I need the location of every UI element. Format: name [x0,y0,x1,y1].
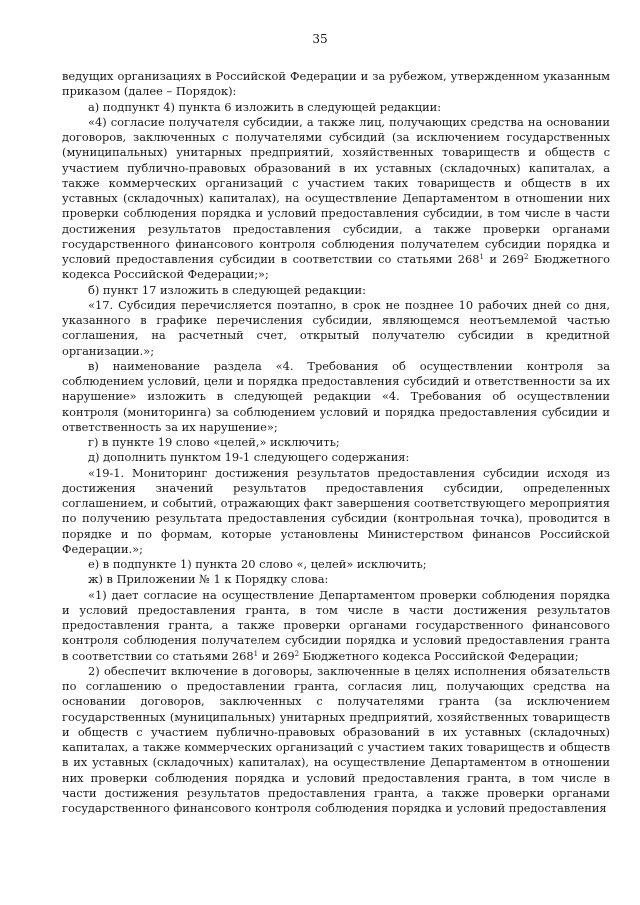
superscript: 1 [479,253,484,261]
paragraph-text: б) пункт 17 изложить в следующей редакции: [88,282,366,297]
body-paragraph [62,69,610,100]
paragraph-text: г) в пункте 19 слово «целей,» исключить; [88,435,340,449]
paragraph-text: «1) дает согласие на осуществление Департаментом проверки соблюдения порядка и условий предоставления гранта, в том числе в части достижения результатов предоставления гранта, а также проверки органами государственного финансового контроля соблюдения получателем субсидии порядка и условий предоставления гранта в соответствии со статьями 268 [62,587,610,663]
page-number: 35 [312,32,328,46]
paragraph-text: Бюджетного кодекса Российской Федерации;»; [62,252,611,282]
paragraph-text: «19-1. Мониторинг достижения результатов предоставления субсидии исходя из достижения значений результатов предоставления субсидии, определенных соглашением, и событий, отражающих факт завершения соответствующего мероприятия по получению результата предоставления субсидии (контрольная точка), проводится в порядке и по формам, которые установлены Министерством финансов Российской Федерации.»; [62,465,610,556]
body-paragraph [62,450,610,465]
paragraph-text: и 269 [258,648,295,663]
paragraph-text: а) подпункт 4) пункта 6 изложить в следующей редакции: [88,99,442,114]
paragraph-text: ж) в Приложении № 1 к Порядку слова: [88,572,329,587]
body-paragraph [62,298,610,359]
superscript: 1 [253,649,259,658]
body-paragraph [62,115,610,283]
body-paragraph [62,557,610,572]
superscript: 2 [524,253,529,261]
body-paragraph [62,664,610,817]
body-paragraph [62,466,610,558]
document-body [62,69,610,816]
paragraph-text: в) наименование раздела «4. Требования об осуществлении контроля за соблюдением условий, цели и порядка предоставления субсидий и ответственности за их нарушение» изложить в следующей редакции «4. Требования об осуществлении контроля (мониторинга) за соблюдением условий и порядка предоставления субсидии и ответственность за их нарушение»; [62,358,610,434]
body-paragraph [62,435,610,450]
superscript: 2 [294,649,300,658]
paragraph-text: и 269 [483,252,525,266]
paragraph-text: «4) согласие получателя субсидии, а также лиц, получающих средства на основании договоров, заключенных с получателями субсидий (за исключением государственных (муниципальных) унитарных предприятий, хозяйственных товариществ и обществ с участием публично-правовых образований в их уставных (складочных) капиталах, а также коммерческих организаций с участием таких товариществ и обществ в их уставных (складочных) капиталах), на осуществление Департаментом в отношении них проверки соблюдения порядка и условий предоставления субсидии, в том числе в части достижения результатов предоставления субсидии, а также проверки органами государственного финансового контроля соблюдения получателем субсидии порядка и условий предоставления субсидии в соответствии со статьями 268 [62,114,610,266]
body-paragraph [62,100,610,115]
paragraph-text: 2) обеспечит включение в договоры, заключенные в целях исполнения обязательств по соглашению о предоставлении гранта, согласия лиц, получающих средства на основании договоров, заключенных с получателями гранта (за исключением государственных (муниципальных) унитарных предприятий, хозяйственных товариществ и обществ с участием публично-правовых образований в их уставных (складочных) капиталах, а также коммерческих организаций с участием таких товариществ и обществ в их уставных (складочных) капиталах), на осуществление Департаментом в отношении них проверки соблюдения порядка и условий предоставления гранта, в том числе в части достижения результатов предоставления гранта, а также проверки органами государственного финансового контроля соблюдения порядка и условий предоставления [62,663,610,815]
paragraph-text: д) дополнить пунктом 19-1 следующего содержания: [88,450,410,465]
paragraph-text: е) в подпункте 1) пункта 20 слово «, целей» исключить; [88,557,427,571]
paragraph-text: ведущих организациях в Российской Федерации и за рубежом, утвержденном указанным приказом (далее – Порядок): [62,69,610,99]
body-paragraph [62,588,610,664]
body-paragraph [62,283,610,298]
body-paragraph [62,572,610,587]
body-paragraph [62,359,610,435]
paragraph-text: Бюджетного кодекса Российской Федерации; [299,648,579,663]
paragraph-text: «17. Субсидия перечисляется поэтапно, в срок не позднее 10 рабочих дней со дня, указанного в графике перечисления субсидии, являющемся неотъемлемой частью соглашения, на расчетный счет, открытый получателю субсидии в кредитной организации.»; [62,297,610,358]
